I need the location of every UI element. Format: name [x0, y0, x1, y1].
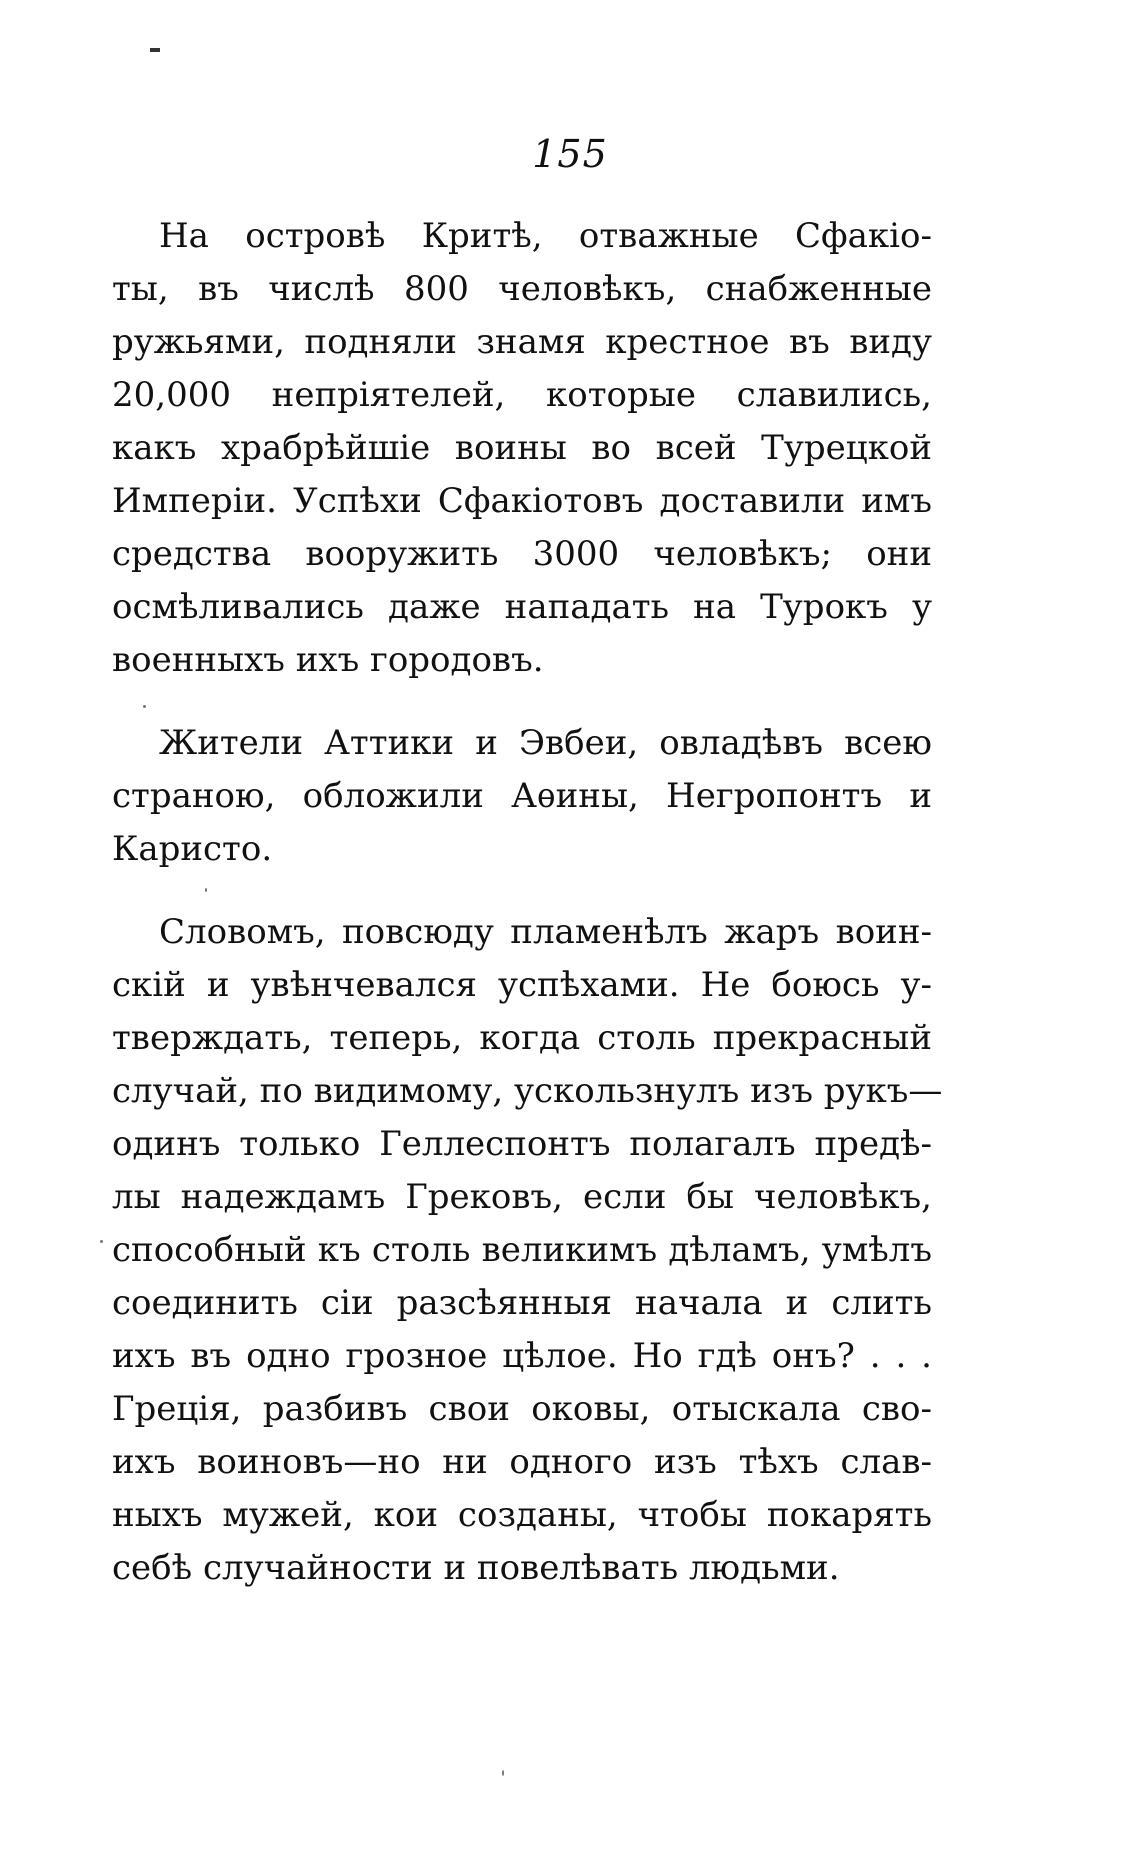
margin-dash [150, 48, 160, 52]
text-line: случай, по видимому, ускользнулъ изъ рукъ— [112, 1071, 943, 1111]
text-line: соединить сіи разсѣянныя начала и слить [112, 1283, 932, 1323]
paragraph-greece [112, 906, 943, 1595]
text-line: ныхъ мужей, кои созданы, чтобы покарять [112, 1495, 932, 1535]
text-line: тверждать, теперь, когда столь прекрасный [112, 1018, 932, 1058]
text-line: 20,000 непріятелей, которые славились, [112, 375, 932, 415]
paragraph-crete [112, 210, 932, 687]
text-line: ружьями, подняли знамя крестное въ виду [112, 322, 932, 362]
text-line: Греція, разбивъ свои оковы, отыскала сво- [112, 1389, 932, 1429]
text-line: осмѣливались даже нападать на Турокъ у [112, 587, 932, 627]
text-line: Каристо. [112, 829, 273, 869]
text-line: ихъ воиновъ—но ни одного изъ тѣхъ слав- [112, 1442, 932, 1482]
page-number: 155 [532, 132, 608, 176]
text-line: лы надеждамъ Грековъ, если бы человѣкъ, [112, 1177, 932, 1217]
text-line: одинъ только Геллеспонтъ полагалъ предѣ- [112, 1124, 932, 1164]
text-line: средства вооружить 3000 человѣкъ; они [112, 534, 932, 574]
text-line: способный къ столь великимъ дѣламъ, умѣлъ [112, 1230, 932, 1270]
text-line: Словомъ, повсюду пламенѣлъ жаръ воин- [159, 912, 932, 952]
paper-speck [205, 888, 207, 892]
text-line: скій и увѣнчевался успѣхами. Не боюсь у- [112, 965, 932, 1005]
text-line: себѣ случайности и повелѣвать людьми. [112, 1548, 840, 1588]
text-line: Жители Аттики и Эвбеи, овладѣвъ всею [159, 723, 932, 763]
text-line: страною, обложили Аѳины, Негропонтъ и [112, 776, 932, 816]
text-line: ты, въ числѣ 800 человѣкъ, снабженные [112, 269, 932, 309]
paragraph-attica [112, 717, 932, 876]
text-line: Имперіи. Успѣхи Сфакіотовъ доставили имъ [112, 481, 932, 521]
text-line: На островѣ Критѣ, отважные Сфакіо- [159, 216, 932, 256]
paper-speck [502, 1770, 504, 1776]
text-line: военныхъ ихъ городовъ. [112, 640, 544, 680]
text-line: ихъ въ одно грозное цѣлое. Но гдѣ онъ? . . . [112, 1336, 932, 1376]
paper-speck [100, 1240, 103, 1243]
text-line: какъ храбрѣйшіе воины во всей Турецкой [112, 428, 932, 468]
paper-speck [143, 705, 146, 708]
